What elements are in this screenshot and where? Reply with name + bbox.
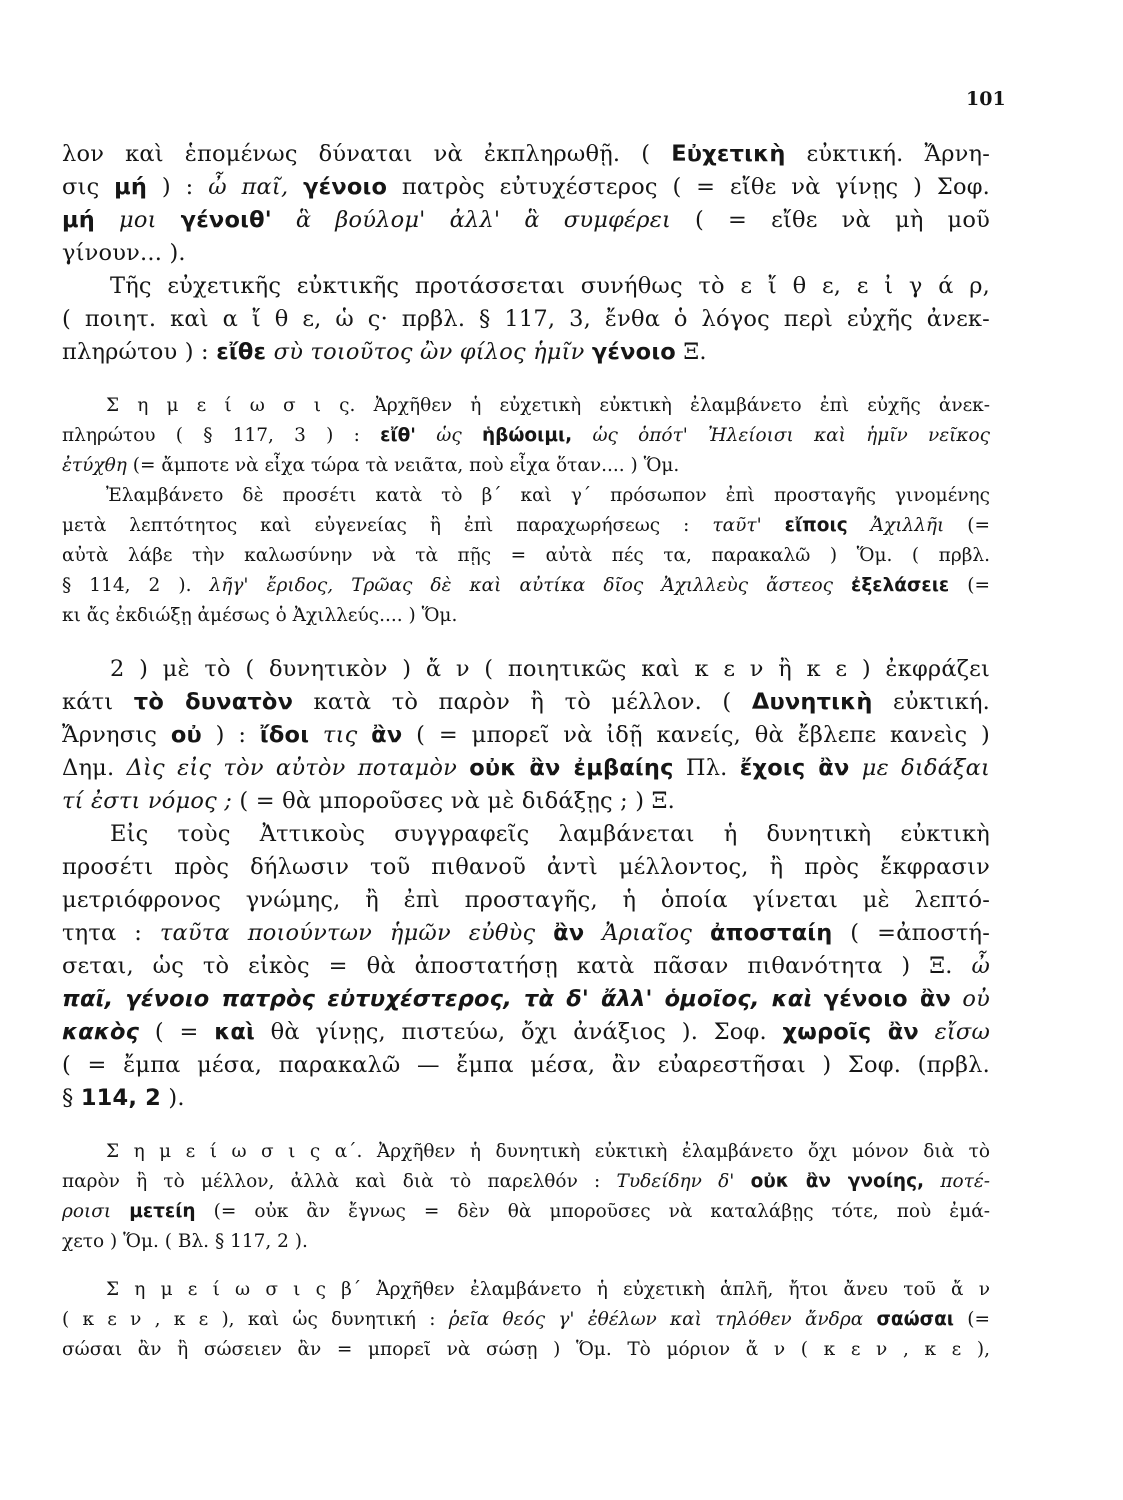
text-line: § 114, 2 ). λῆγ' ἔριδος, Τρῶας δὲ καὶ αὐτίκα δῖος Ἀχιλλεὺς ἄστεος ἐξελάσειε (= [62, 575, 990, 596]
text-line: μετριόφρονος γνώμης, ἢ ἐπὶ προσταγῆς, ἡ ὁποία γίνεται μὲ λεπτό- [62, 887, 990, 913]
text-line: λον καὶ ἑπομένως δύναται νὰ ἐκπληρωθῇ. ( Εὐχετικὴ εὐκτική. Ἄρνη- [62, 141, 990, 167]
text-line: πληρώτου ) : εἴθε σὺ τοιοῦτος ὢν φίλος ἡμῖν γένοιο Ξ. [62, 339, 707, 365]
text-line: Ἄρνησις οὐ ) : ἴδοι τις ἂν ( = μπορεῖ νὰ ἰδῇ κανείς, θὰ ἔβλεπε κανεὶς ) [62, 722, 990, 748]
text-line: Σ η μ ε ί ω σ ι ς α΄. Ἀρχῆθεν ἡ δυνητικὴ εὐκτικὴ ἐλαμβάνετο ὄχι μόνον διὰ τὸ [106, 1141, 990, 1162]
text-line: γίνουν... ). [62, 240, 186, 266]
text-line: ἐτύχθη (= ἄμποτε νὰ εἶχα τώρα τὰ νειᾶτα, ποὺ εἶχα ὅταν.... ) Ὅμ. [62, 455, 680, 476]
text-line: σεται, ὡς τὸ εἰκὸς = θὰ ἀποστατήσῃ κατὰ πᾶσαν πιθανότητα ) Ξ. ὦ [62, 953, 990, 979]
paragraph-gap [62, 1115, 990, 1137]
text-line: 2 ) μὲ τὸ ( δυνητικὸν ) ἄ ν ( ποιητικῶς καὶ κ ε ν ἢ κ ε ) ἐκφράζει [110, 656, 990, 682]
text-line: ( κ ε ν , κ ε ), καὶ ὡς δυνητική : ῥεῖα θεός γ' ἐθέλων καὶ τηλόθεν ἄνδρα σαώσαι (= [62, 1309, 990, 1330]
body-paragraph [62, 270, 990, 369]
text-line: παῖ, γένοιο πατρὸς εὐτυχέστερος, τὰ δ' ἄλλ' ὁμοῖος, καὶ γένοιο ἂν οὐ [62, 986, 990, 1012]
note-paragraph [62, 481, 990, 631]
page-body [62, 138, 990, 1365]
text-line: μετὰ λεπτότητος καὶ εὐγενείας ἢ ἐπὶ παραχωρήσεως : ταῦτ' εἴποις Ἀχιλλῆι (= [62, 515, 990, 536]
text-line: τί ἐστι νόμος ; ( = θὰ μποροῦσες νὰ μὲ διδάξῃς ; ) Ξ. [62, 788, 676, 814]
body-paragraph [62, 653, 990, 818]
paragraph-gap [62, 1257, 990, 1275]
note-paragraph [62, 1137, 990, 1257]
paragraph-gap [62, 369, 990, 391]
text-line: Σ η μ ε ί ω σ ι ς. Ἀρχῆθεν ἡ εὐχετικὴ εὐκτικὴ ἐλαμβάνετο ἐπὶ εὐχῆς ἀνεκ- [106, 395, 990, 416]
text-line: ( = ἔμπα μέσα, παρακαλῶ — ἔμπα μέσα, ἂν εὐαρεστῆσαι ) Σοφ. (πρβλ. [62, 1052, 990, 1078]
paragraph-gap [62, 631, 990, 653]
text-line: Εἰς τοὺς Ἀττικοὺς συγγραφεῖς λαμβάνεται ἡ δυνητικὴ εὐκτικὴ [110, 821, 990, 847]
text-line: αὐτὰ λάβε τὴν καλωσύνην νὰ τὰ πῇς = αὐτὰ πές τα, παρακαλῶ ) Ὅμ. ( πρβλ. [62, 545, 990, 566]
text-line: πληρώτου ( § 117, 3 ) : εἴθ' ὡς ἡβώοιμι, ὡς ὁπότ' Ἠλείοισι καὶ ἡμῖν νεῖκος [62, 425, 991, 446]
text-line: παρὸν ἢ τὸ μέλλον, ἀλλὰ καὶ διὰ τὸ παρελθόν : Τυδείδην δ' οὐκ ἂν γνοίης, ποτέ- [62, 1171, 991, 1192]
text-line: κάτι τὸ δυνατὸν κατὰ τὸ παρὸν ἢ τὸ μέλλον. ( Δυνητικὴ εὐκτική. [62, 689, 990, 715]
note-paragraph [62, 391, 990, 481]
text-line: Δημ. Δὶς εἰς τὸν αὐτὸν ποταμὸν οὐκ ἂν ἐμβαίης Πλ. ἔχοις ἂν με διδάξαι [62, 755, 991, 781]
page-number: 101 [966, 88, 1006, 110]
note-paragraph [62, 1275, 990, 1365]
text-line: προσέτι πρὸς δήλωσιν τοῦ πιθανοῦ ἀντὶ μέλλοντος, ἢ πρὸς ἔκφρασιν [62, 854, 990, 880]
text-line: κακὸς ( = καὶ θὰ γίνῃς, πιστεύω, ὄχι ἀνάξιος ). Σοφ. χωροῖς ἂν εἴσω [62, 1019, 991, 1045]
text-line: Σ η μ ε ί ω σ ι ς β΄ Ἀρχῆθεν ἐλαμβάνετο ἡ εὐχετικὴ ἁπλῆ, ἤτοι ἄνευ τοῦ ἄ ν [106, 1279, 990, 1300]
body-paragraph [62, 818, 990, 1115]
text-line: χετο ) Ὅμ. ( Βλ. § 117, 2 ). [62, 1231, 308, 1252]
text-line: Τῆς εὐχετικῆς εὐκτικῆς προτάσσεται συνήθως τὸ ε ἴ θ ε, ε ἰ γ ά ρ, [110, 273, 990, 299]
body-paragraph [62, 138, 990, 270]
text-line: κι ἄς ἐκδιώξῃ ἀμέσως ὁ Ἀχιλλεύς.... ) Ὅμ. [62, 605, 458, 626]
text-line: σις μή ) : ὦ παῖ, γένοιο πατρὸς εὐτυχέστερος ( = εἴθε νὰ γίνῃς ) Σοφ. [62, 174, 991, 200]
text-line: σώσαι ἂν ἢ σώσειεν ἂν = μπορεῖ νὰ σώσῃ ) Ὅμ. Τὸ μόριον ἄ ν ( κ ε ν , κ ε ), [62, 1339, 990, 1360]
text-line: § 114, 2 ). [62, 1085, 185, 1111]
text-line: τητα : ταῦτα ποιούντων ἡμῶν εὐθὺς ἂν Ἀριαῖος ἀποσταίη ( =ἀποστή- [62, 920, 991, 946]
text-line: Ἐλαμβάνετο δὲ προσέτι κατὰ τὸ β΄ καὶ γ΄ πρόσωπον ἐπὶ προσταγῆς γινομένης [106, 485, 990, 506]
text-line: ροισι μετείη (= οὐκ ἂν ἔγνως = δὲν θὰ μποροῦσες νὰ καταλάβῃς τότε, ποὺ ἐμά- [62, 1201, 990, 1222]
text-line: μή μοι γένοιθ' ἃ βούλομ' ἀλλ' ἃ συμφέρει ( = εἴθε νὰ μὴ μοῦ [62, 207, 990, 233]
text-line: ( ποιητ. καὶ α ἴ θ ε, ὡ ς· πρβλ. § 117, 3, ἔνθα ὁ λόγος περὶ εὐχῆς ἀνεκ- [62, 306, 990, 332]
